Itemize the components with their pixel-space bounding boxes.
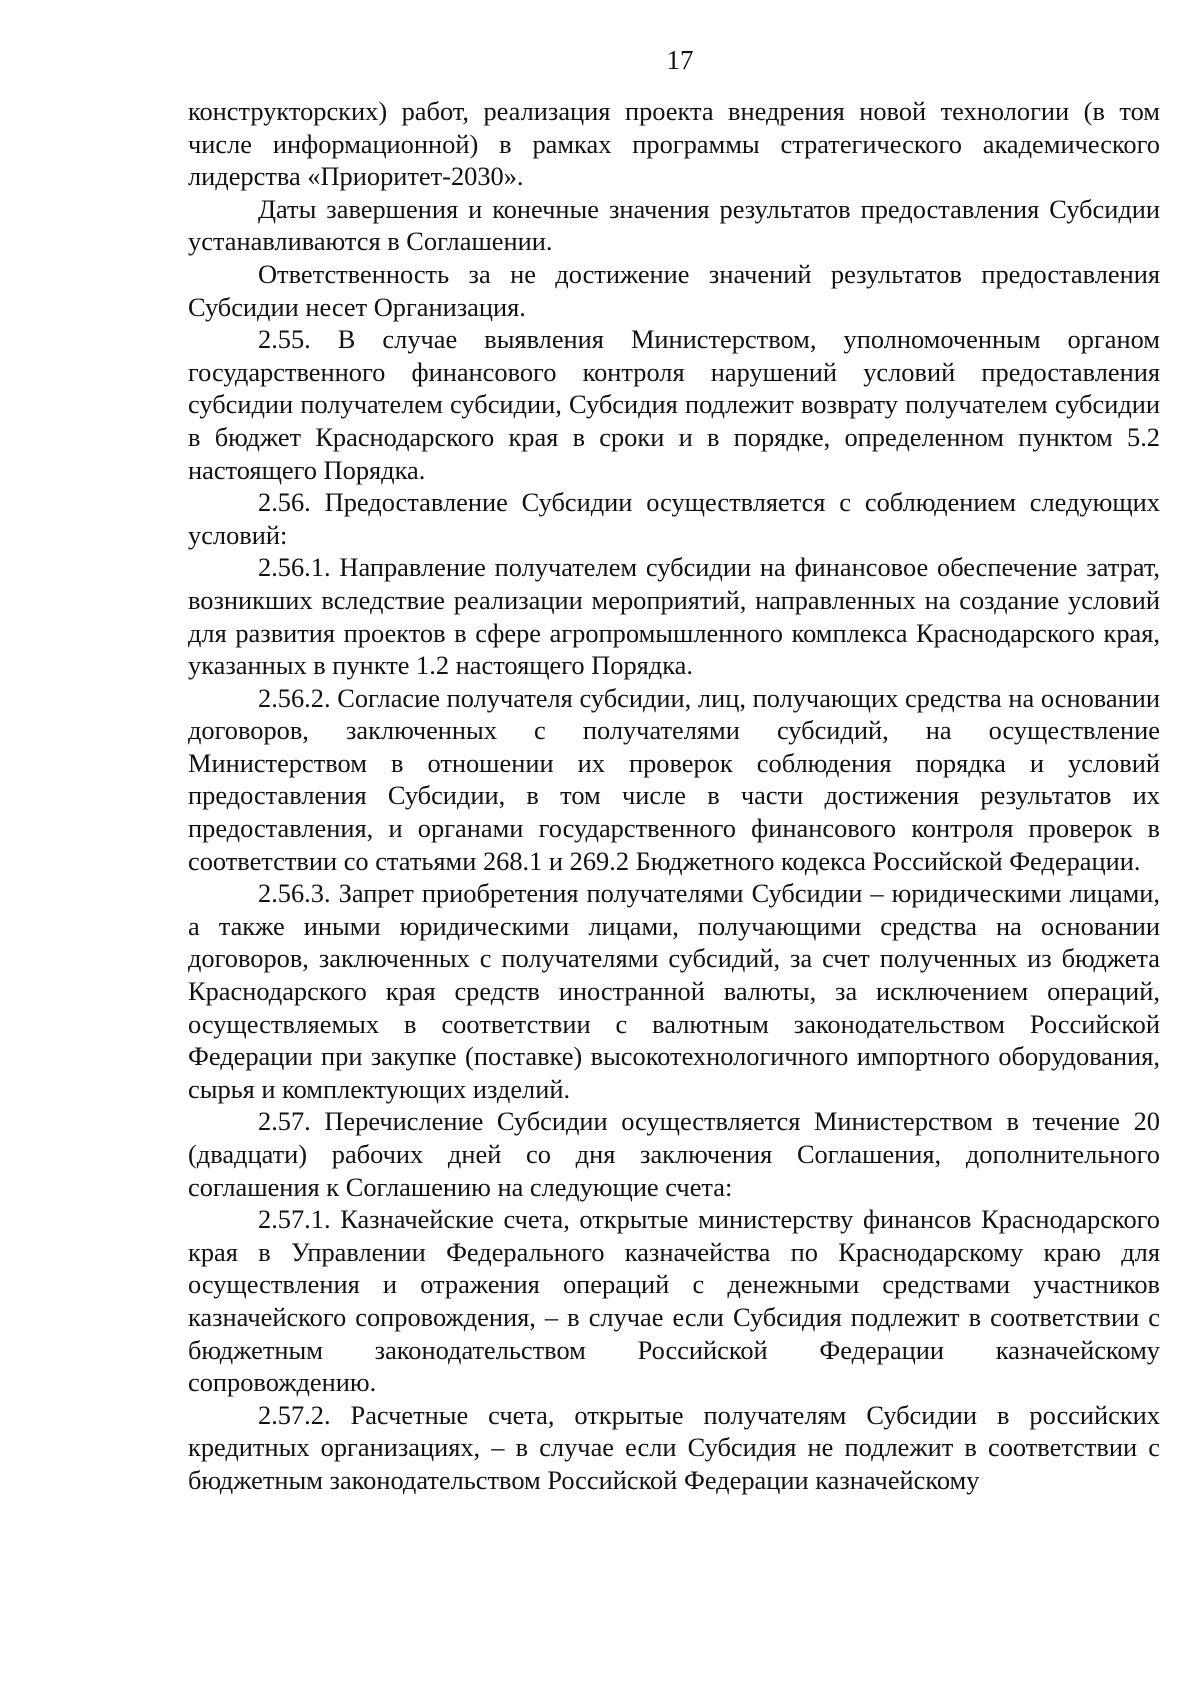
document-body (188, 95, 1160, 1497)
clause-2-57-1: 2.57.1. Казначейские счета, открытые министерству финансов Краснодарского края в Управлении Федерального казначейства по Краснодарскому краю для осуществления и отражения операций с денежными средствами участников казначейского сопровождения, – в случае если Субсидия подлежит в соответствии с бюджетным законодательством Российской Федерации казначейскому сопровождению. (188, 1204, 1160, 1398)
clause-2-55: 2.55. В случае выявления Министерством, уполномоченным органом государственного финансового контроля нарушений условий предоставления субсидии получателем субсидии, Субсидия подлежит возврату получателем субсидии в бюджет Краснодарского края в сроки и в порядке, определенном пунктом 5.2 настоящего Порядка. (188, 324, 1160, 485)
paragraph-continuation: конструкторских) работ, реализация проекта внедрения новой технологии (в том числе информационной) в рамках программы стратегического академического лидерства «Приоритет-2030». (188, 96, 1160, 192)
paragraph-responsibility: Ответственность за не достижение значений результатов предоставления Субсидии несет Организация. (188, 258, 1160, 322)
clause-2-56: 2.56. Предоставление Субсидии осуществляется с соблюдением следующих условий: (188, 487, 1160, 550)
paragraph-completion-dates: Даты завершения и конечные значения результатов предоставления Субсидии устанавливаются в Соглашении. (188, 193, 1160, 257)
page-number: 17 (666, 45, 694, 75)
clause-2-57-2: 2.57.2. Расчетные счета, открытые получателям Субсидии в российских кредитных организациях, – в случае если Субсидия не подлежит в соответствии с бюджетным законодательством Российской Федерации казначейскому (188, 1399, 1160, 1495)
clause-2-57: 2.57. Перечисление Субсидии осуществляется Министерством в течение 20 (двадцати) рабочих дней со дня заключения Соглашения, дополнительного соглашения к Соглашению на следующие счета: (188, 1106, 1160, 1202)
clause-2-56-1: 2.56.1. Направление получателем субсидии на финансовое обеспечение затрат, возникших вследствие реализации мероприятий, направленных на создание условий для развития проектов в сфере агропромышленного комплекса Краснодарского края, указанных в пункте 1.2 настоящего Порядка. (188, 552, 1160, 681)
clause-2-56-3: 2.56.3. Запрет приобретения получателями Субсидии – юридическими лицами, а также иными юридическими лицами, получающими средства на основании договоров, заключенных с получателями субсидий, за счет полученных из бюджета Краснодарского края средств иностранной валюты, за исключением операций, осуществляемых в соответствии с валютным законодательством Российской Федерации при закупке (поставке) высокотехнологичного импортного оборудования, сырья и комплектующих изделий. (188, 878, 1160, 1104)
clause-2-56-2: 2.56.2. Согласие получателя субсидии, лиц, получающих средства на основании договоров, заключенных с получателями субсидий, на осуществление Министерством в отношении их проверок соблюдения порядка и условий предоставления Субсидии, в том числе в части достижения результатов их предоставления, и органами государственного финансового контроля проверок в соответствии со статьями 268.1 и 269.2 Бюджетного кодекса Российской Федерации. (188, 682, 1160, 876)
